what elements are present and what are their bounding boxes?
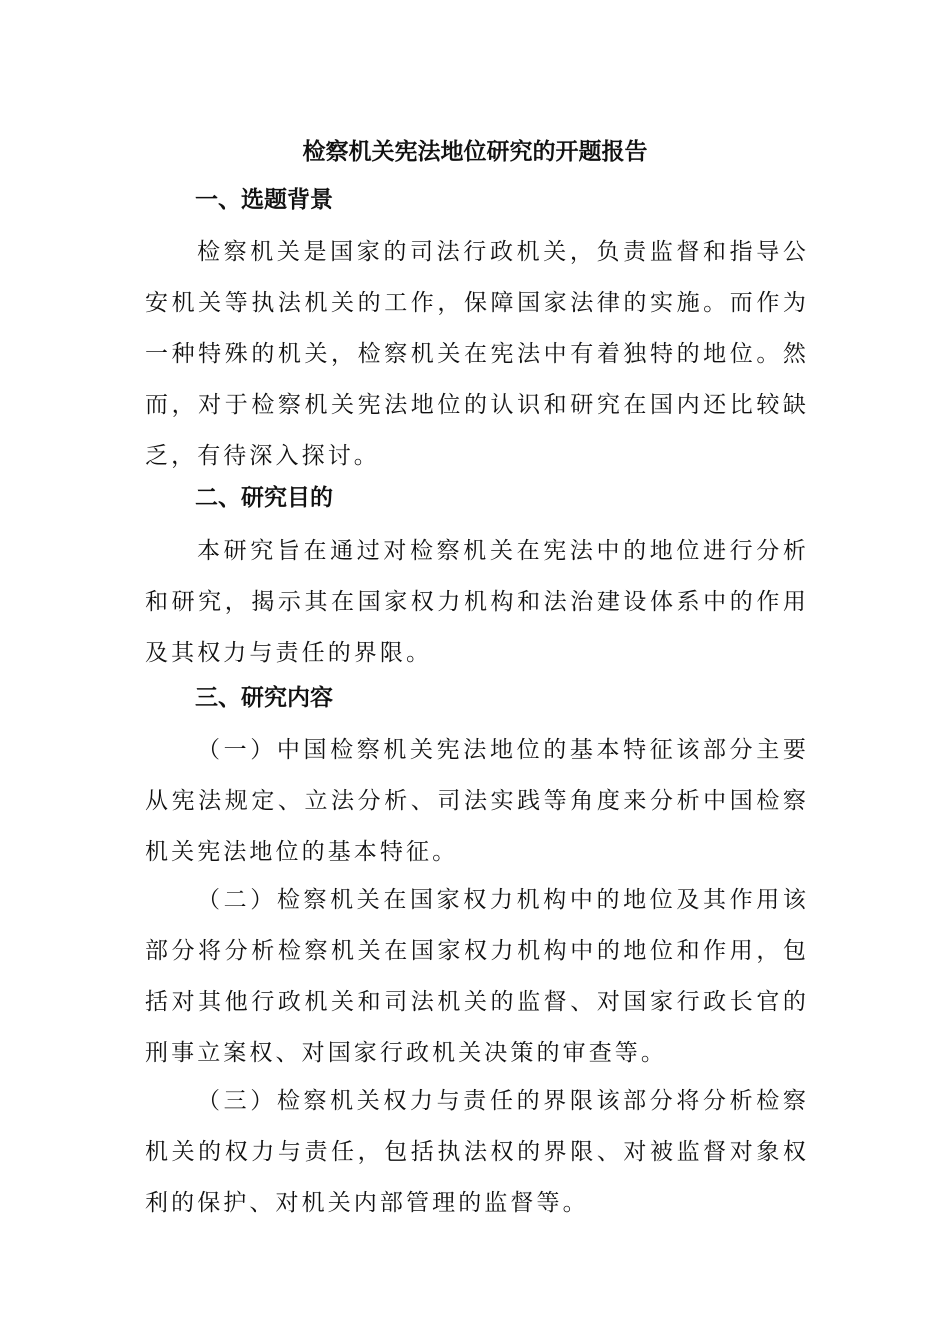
paragraph-content-part-1: （一）中国检察机关宪法地位的基本特征该部分主要从宪法规定、立法分析、司法实践等角度来分析中国检察机关宪法地位的基本特征。: [145, 737, 809, 865]
paragraph-background: 检察机关是国家的司法行政机关，负责监督和指导公安机关等执法机关的工作，保障国家法律的实施。而作为一种特殊的机关，检察机关在宪法中有着独特的地位。然而，对于检察机关宪法地位的认识和研究在国内还比较缺乏，有待深入探讨。: [145, 239, 809, 469]
section-heading-purpose: 二、研究目的: [195, 485, 333, 511]
section-heading-background: 一、选题背景: [195, 187, 333, 213]
section-heading-content: 三、研究内容: [195, 685, 333, 711]
paragraph-purpose: 本研究旨在通过对检察机关在宪法中的地位进行分析和研究，揭示其在国家权力机构和法治建设体系中的作用及其权力与责任的界限。: [145, 538, 809, 666]
paragraph-content-part-3: （三）检察机关权力与责任的界限该部分将分析检察机关的权力与责任，包括执法权的界限、对被监督对象权利的保护、对机关内部管理的监督等。: [145, 1088, 809, 1216]
document-title: 检察机关宪法地位研究的开题报告: [302, 139, 648, 165]
paragraph-content-part-2: （二）检察机关在国家权力机构中的地位及其作用该部分将分析检察机关在国家权力机构中的地位和作用，包括对其他行政机关和司法机关的监督、对国家行政长官的刑事立案权、对国家行政机关决策的审查等。: [145, 887, 809, 1066]
